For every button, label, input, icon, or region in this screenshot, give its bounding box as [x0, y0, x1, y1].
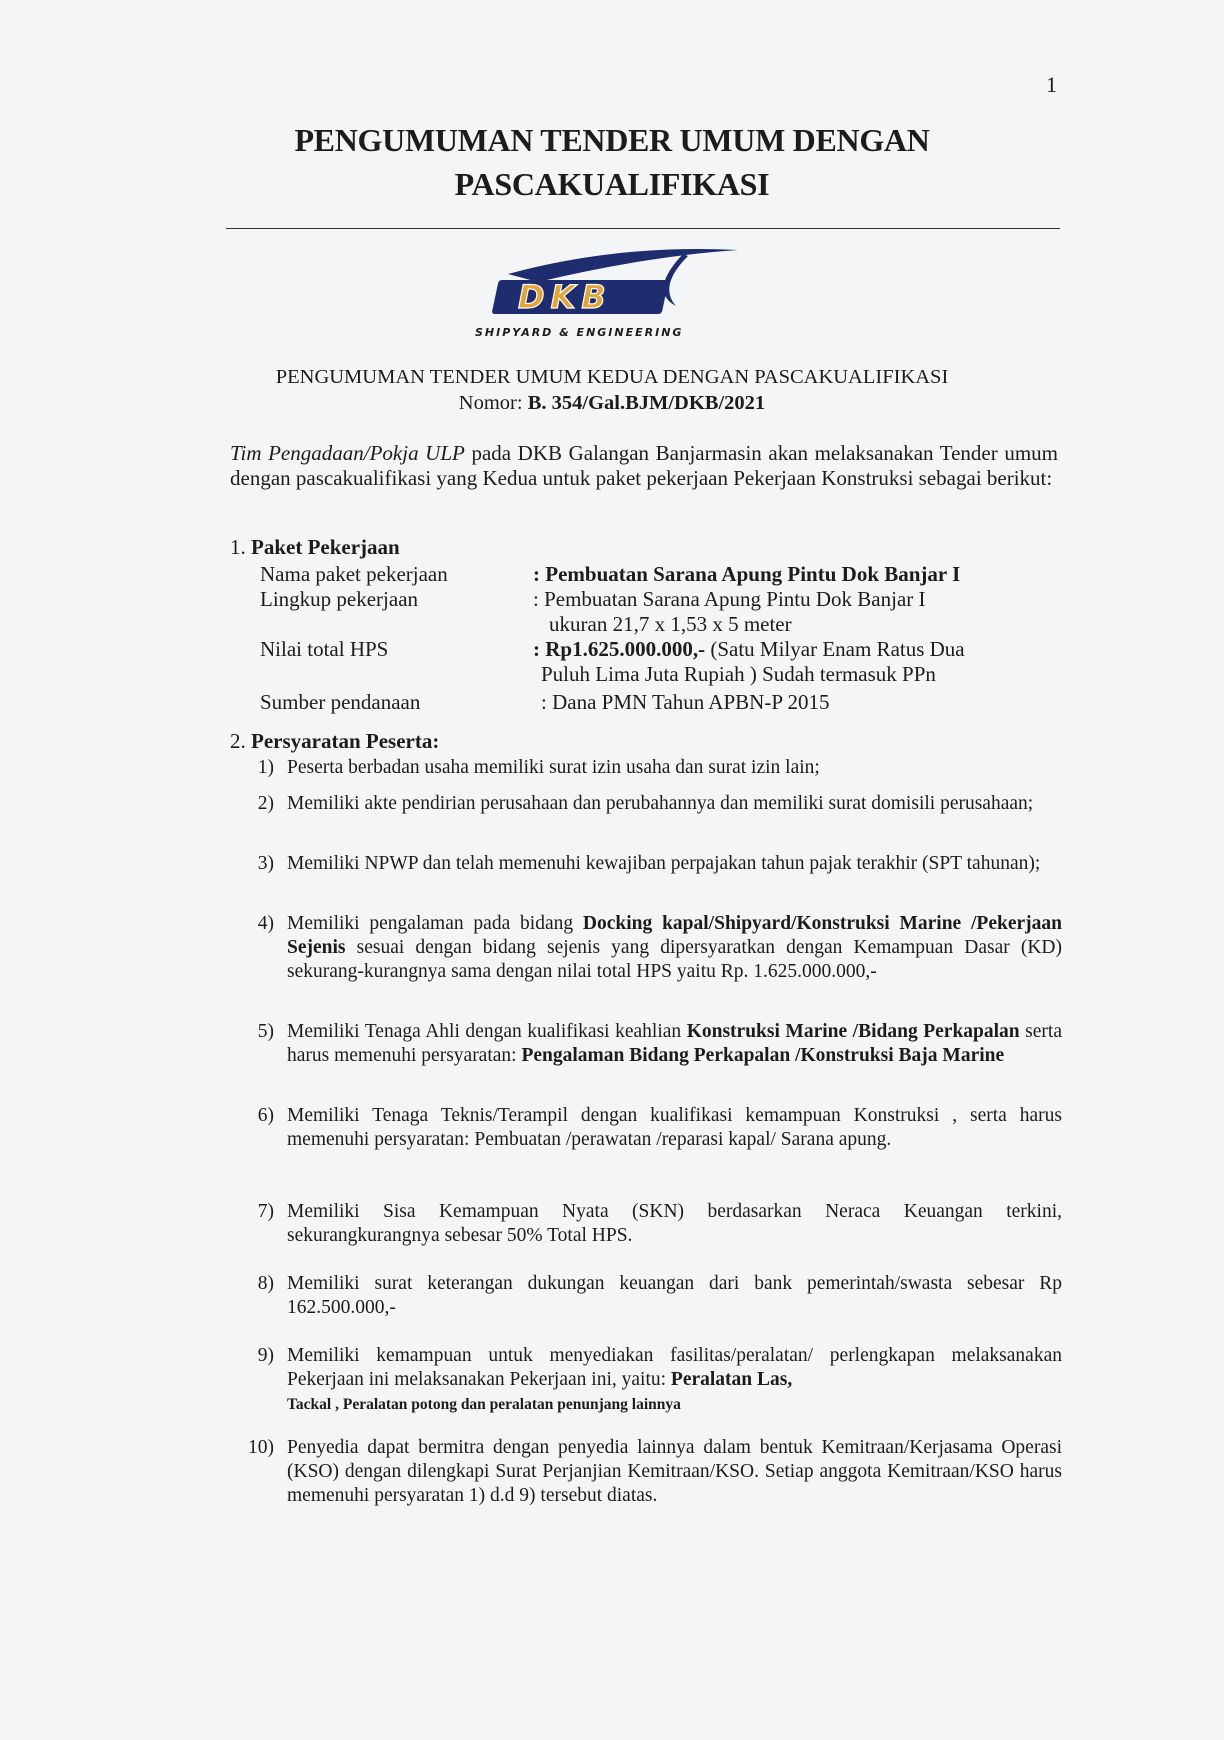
intro-team: Tim Pengadaan/Pokja ULP: [230, 441, 465, 465]
title-divider: [226, 228, 1060, 229]
item-text-part: Memiliki kemampuan untuk menyediakan fasilitas/peralatan/ perlengkapan melaksanakan Pekerjaan ini melaksanakan Pekerjaan ini, yaitu:: [287, 1345, 1062, 1390]
page-number: 1: [1046, 72, 1057, 97]
section-2-heading: [230, 729, 439, 754]
title-line-2: PASCAKUALIFIKASI: [454, 166, 770, 202]
item-number: 7): [257, 1201, 274, 1222]
item-text: [287, 912, 1062, 984]
section-2-title: Persyaratan Peserta:: [251, 729, 440, 753]
item-text-part: sesuai dengan bidang sejenis yang dipersyaratkan dengan Kemampuan Dasar (KD) sekurang-kurangnya sama dengan nilai total HPS yaitu Rp. 1.625.000.000,-: [287, 937, 1062, 982]
item-number: 2): [257, 793, 274, 814]
intro-paragraph: [230, 441, 1058, 491]
section-1-number: 1.: [230, 535, 246, 559]
item-text-part: Memiliki Tenaga Ahli dengan kualifikasi keahlian: [287, 1021, 687, 1042]
nomor-label: Nomor:: [458, 392, 523, 414]
announcement-heading: [0, 364, 1224, 416]
dkb-logo: [475, 246, 756, 340]
package-value-bold: : Rp1.625.000.000,-: [533, 637, 706, 661]
item-text: Penyedia dapat bermitra dengan penyedia lainnya dalam bentuk Kemitraan/Kerjasama Operasi (KSO) dengan dilengkapi Surat Perjanjian Kemitraan/KSO. Setiap anggota Kemitraan/KSO harus memenuhi persyaratan 1) d.d 9) tersebut diatas.: [287, 1437, 1062, 1506]
item-number: 4): [257, 913, 274, 934]
section-1-heading: [230, 535, 400, 560]
item-text-bold: Pengalaman Bidang Perkapalan /Konstruksi Baja Marine: [521, 1045, 1005, 1066]
item-number: 3): [257, 853, 274, 874]
item-text: [287, 1020, 1062, 1068]
item-text-bold: Docking kapal/Shipyard/Konstruksi Marine /Pekerjaan Sejenis: [287, 913, 1062, 958]
item-text: [287, 1344, 1062, 1417]
package-value: (Satu Milyar Enam Ratus Dua: [705, 637, 965, 661]
item-number: 9): [257, 1345, 274, 1366]
package-value: : Pembuatan Sarana Apung Pintu Dok Banjar I: [533, 562, 961, 586]
item-number: 8): [257, 1273, 274, 1294]
package-value: : Dana PMN Tahun APBN-P 2015: [541, 690, 830, 714]
package-label: Nama paket pekerjaan: [260, 562, 448, 586]
item-text: Memiliki Sisa Kemampuan Nyata (SKN) berdasarkan Neraca Keuangan terkini, sekurangkurangnya sebesar 50% Total HPS.: [287, 1201, 1062, 1246]
item-text: Memiliki surat keterangan dukungan keuangan dari bank pemerintah/swasta sebesar Rp 162.500.000,-: [287, 1273, 1062, 1318]
logo-tagline: SHIPYARD & ENGINEERING: [475, 326, 684, 339]
section-2-number: 2.: [230, 729, 246, 753]
package-label: Lingkup pekerjaan: [260, 587, 419, 611]
item-number: 1): [257, 757, 274, 778]
section-1-title: Paket Pekerjaan: [251, 535, 400, 559]
item-text: Memiliki Tenaga Teknis/Terampil dengan kualifikasi kemampuan Konstruksi , serta harus memenuhi persyaratan: Pembuatan /perawatan /reparasi kapal/ Sarana apung.: [287, 1105, 1062, 1150]
nomor-value: B. 354/Gal.BJM/DKB/2021: [527, 392, 766, 414]
package-value: : Pembuatan Sarana Apung Pintu Dok Banjar I: [533, 587, 926, 611]
item-text-bold: Tackal , Peralatan potong dan peralatan penunjang lainnya: [287, 1396, 681, 1413]
document-title: [0, 118, 1224, 206]
package-label: Nilai total HPS: [260, 637, 389, 661]
item-number: 10): [248, 1437, 274, 1458]
item-number: 5): [257, 1021, 274, 1042]
announcement-title: PENGUMUMAN TENDER UMUM KEDUA DENGAN PASCAKUALIFIKASI: [275, 366, 949, 388]
package-value-cont: Puluh Lima Juta Rupiah ) Sudah termasuk PPn: [541, 662, 936, 686]
item-text-part: Memiliki pengalaman pada bidang: [287, 913, 583, 934]
item-number: 6): [257, 1105, 274, 1126]
item-text: Memiliki akte pendirian perusahaan dan perubahannya dan memiliki surat domisili perusahaan;: [287, 793, 1034, 814]
item-text-part: serta harus memenuhi persyaratan:: [287, 1021, 1062, 1066]
package-label: Sumber pendanaan: [260, 690, 421, 714]
title-line-1: PENGUMUMAN TENDER UMUM DENGAN: [294, 122, 930, 158]
item-text-bold: Konstruksi Marine /Bidang Perkapalan: [686, 1021, 1020, 1042]
item-text-bold: Peralatan Las,: [670, 1369, 793, 1390]
intro-text: pada DKB Galangan Banjarmasin akan melaksanakan Tender umum dengan pascakualifikasi yang Kedua untuk paket pekerjaan Pekerjaan Konstruksi sebagai berikut:: [230, 441, 1059, 490]
announcement-number: [0, 390, 1224, 416]
item-text: Peserta berbadan usaha memiliki surat izin usaha dan surat izin lain;: [287, 757, 820, 778]
logo-text: DKB: [518, 278, 612, 316]
item-text: Memiliki NPWP dan telah memenuhi kewajiban perpajakan tahun pajak terakhir (SPT tahunan);: [287, 853, 1041, 874]
package-value-cont: ukuran 21,7 x 1,53 x 5 meter: [549, 612, 792, 636]
